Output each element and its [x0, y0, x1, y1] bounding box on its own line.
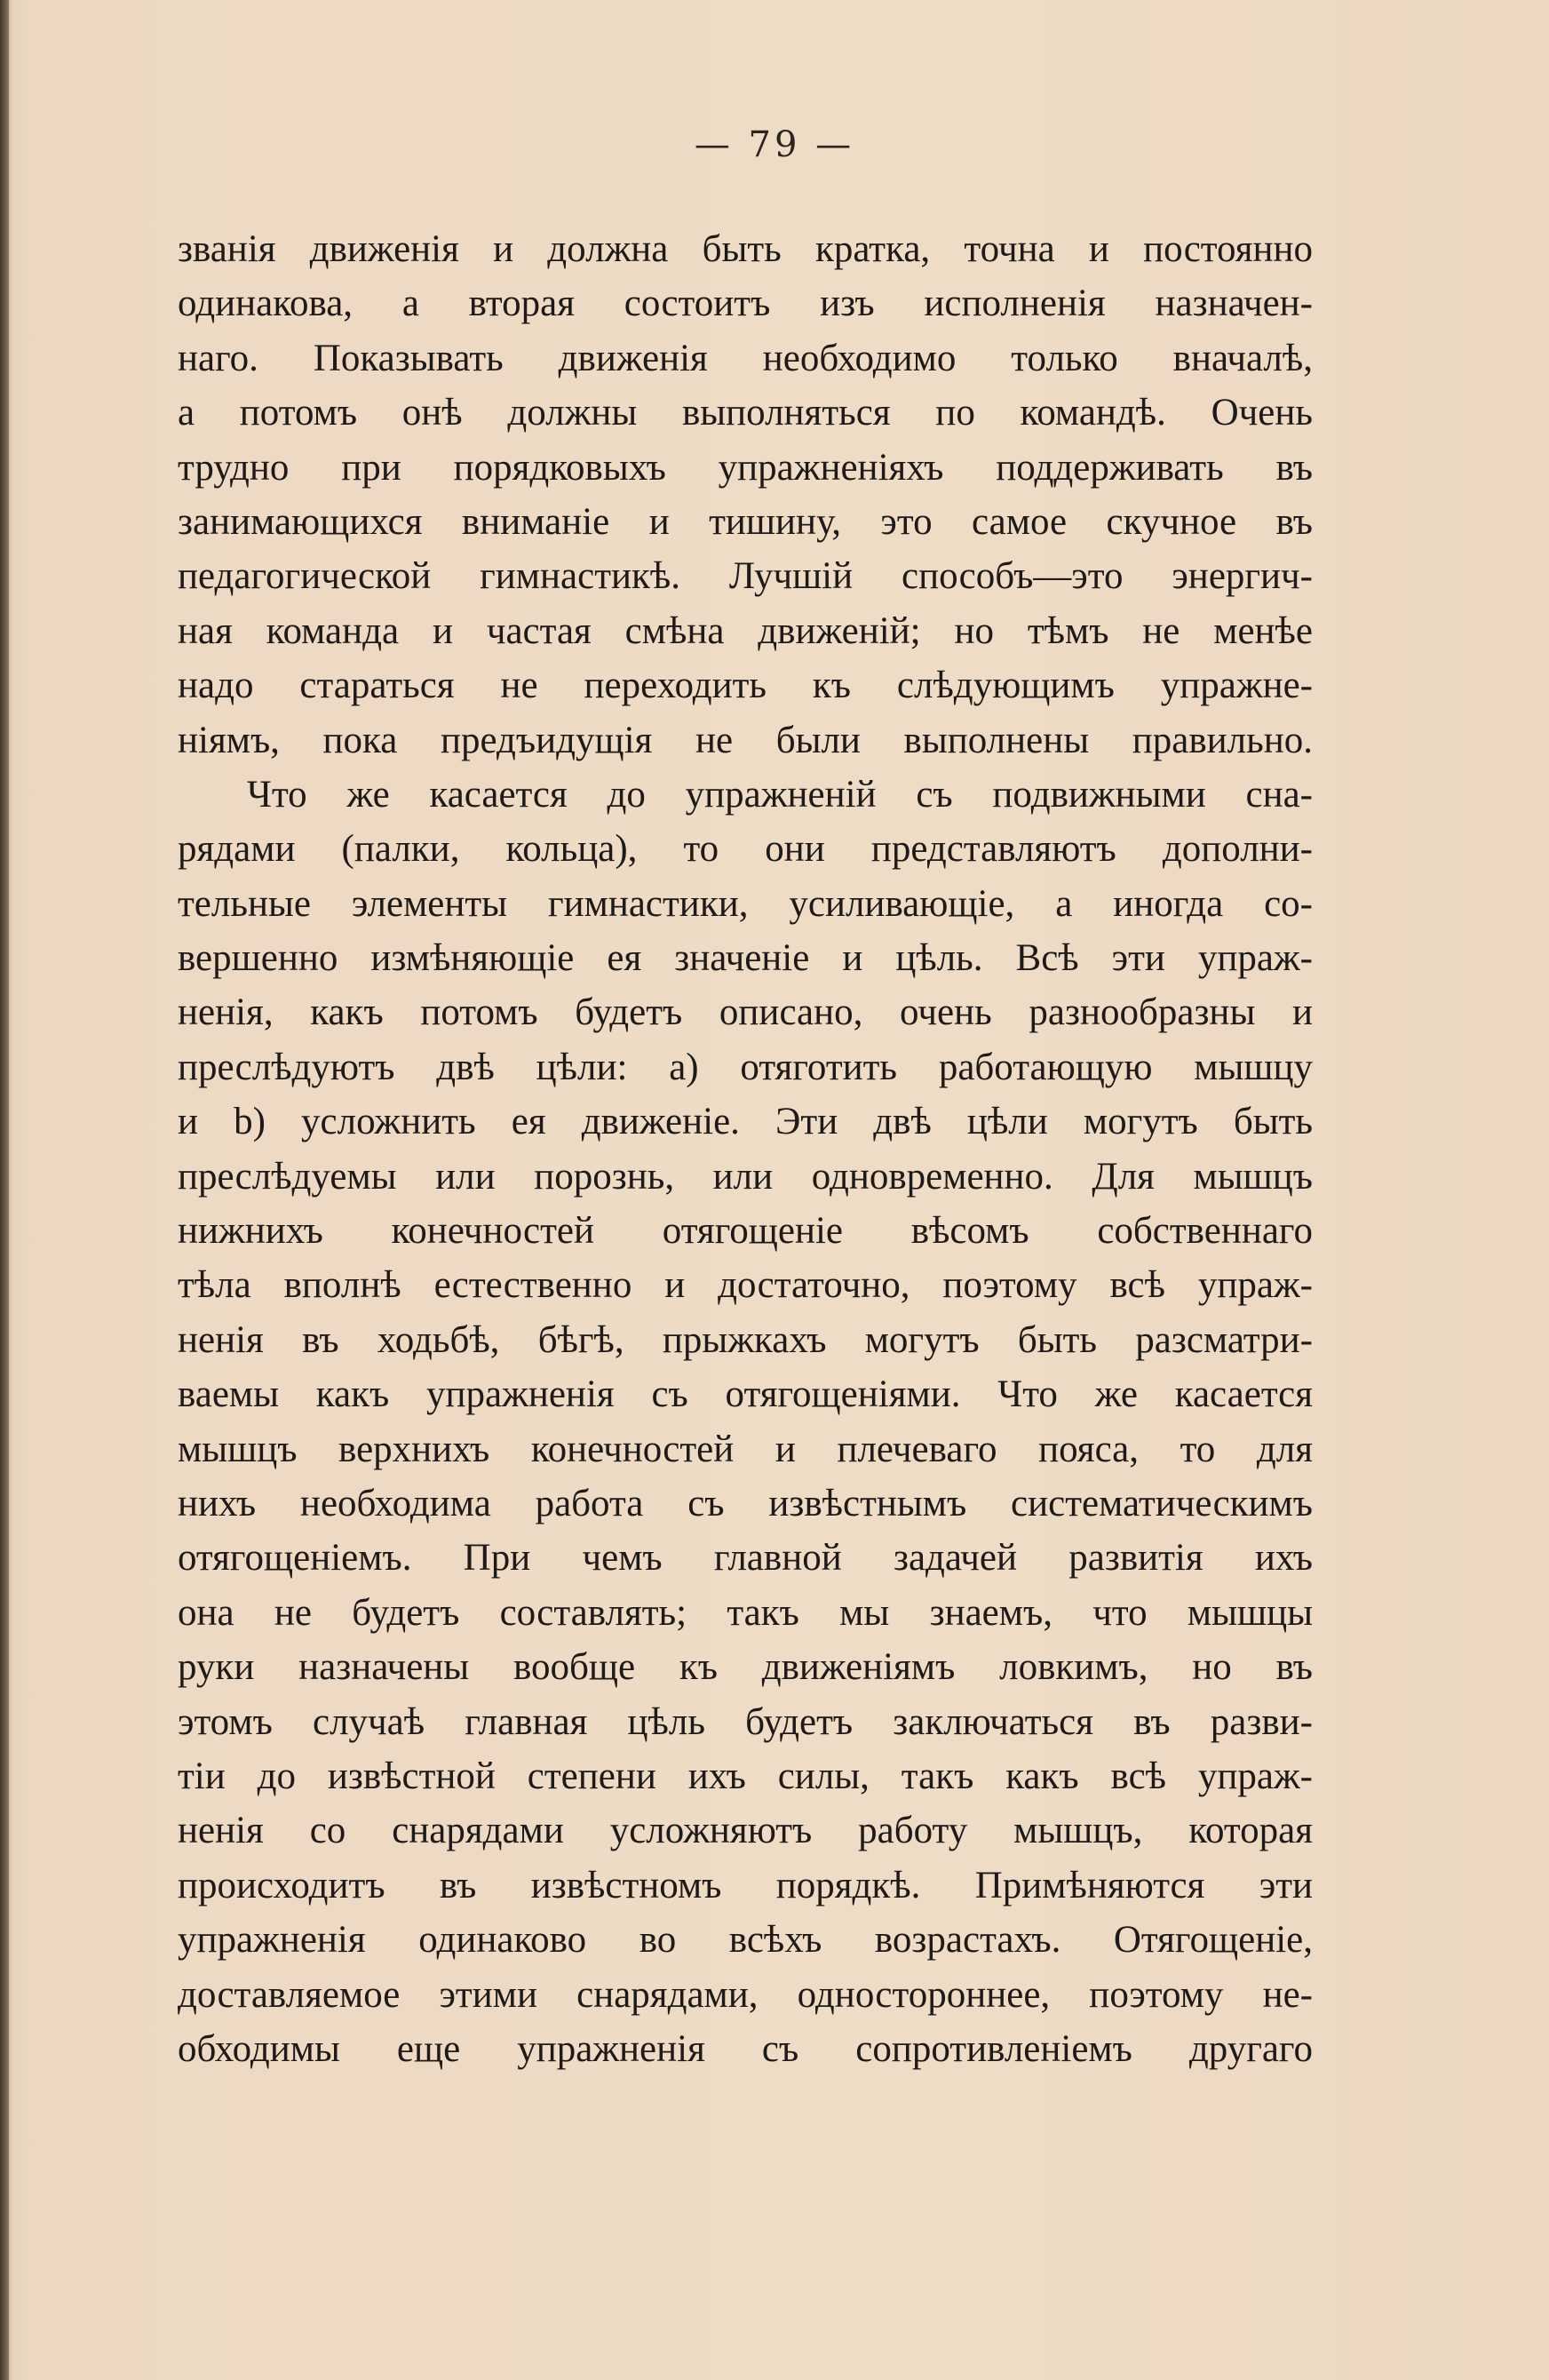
text-line: отягощеніемъ. При чемъ главной задачей развитія ихъ	[178, 1537, 1313, 1580]
text-line: ная команда и частая смѣна движеній; но тѣмъ не менѣе	[178, 609, 1313, 652]
text-line: званія движенія и должна быть кратка, точна и постоянно	[178, 228, 1313, 270]
page-number: — 79 —	[694, 124, 855, 165]
text-line: педагогической гимнастикѣ. Лучшій способъ—это энергич-	[178, 555, 1313, 598]
text-line: надо стараться не переходить къ слѣдующимъ упражне-	[178, 665, 1313, 707]
text-line: тѣла вполнѣ естественно и достаточно, поэтому всѣ упраж-	[178, 1264, 1313, 1307]
text-line: обходимы еще упражненія съ сопротивленіемъ другаго	[178, 2027, 1313, 2070]
body-text	[178, 222, 1313, 2076]
text-line: мышцъ верхнихъ конечностей и плечеваго пояса, то для	[178, 1428, 1313, 1470]
text-line: ненія, какъ потомъ будетъ описано, очень разнообразны и	[178, 991, 1313, 1034]
paragraph-first-line: Что же касается до упражненій съ подвижными сна-	[247, 773, 1313, 816]
text-line: преслѣдуемы или порознь, или одновременно. Для мышцъ	[178, 1155, 1313, 1198]
text-line: и b) усложнить ея движеніе. Эти двѣ цѣли могутъ быть	[178, 1101, 1313, 1143]
text-line: одинакова, а вторая состоитъ изъ исполненія назначен-	[178, 283, 1313, 325]
text-line: нихъ необходима работа съ извѣстнымъ систематическимъ	[178, 1482, 1313, 1524]
text-line: преслѣдуютъ двѣ цѣли: а) отяготить работающую мышцу	[178, 1046, 1313, 1088]
text-line: занимающихся вниманіе и тишину, это самое скучное въ	[178, 500, 1313, 543]
text-line: ненія въ ходьбѣ, бѣгѣ, прыжкахъ могутъ быть разсматри-	[178, 1318, 1313, 1361]
text-line: происходитъ въ извѣстномъ порядкѣ. Примѣняются эти	[178, 1864, 1313, 1906]
text-line: упражненія одинаково во всѣхъ возрастахъ. Отягощеніе,	[178, 1919, 1313, 1962]
text-line: рядами (палки, кольца), то они представляютъ дополни-	[178, 828, 1313, 871]
text-line: трудно при порядковыхъ упражненіяхъ поддерживать въ	[178, 446, 1313, 489]
text-line: ненія со снарядами усложняютъ работу мышцъ, которая	[178, 1810, 1313, 1852]
text-line: этомъ случаѣ главная цѣль будетъ заключаться въ разви-	[178, 1700, 1313, 1743]
text-line: вершенно измѣняющіе ея значеніе и цѣль. Всѣ эти упраж-	[178, 937, 1313, 980]
text-line: наго. Показывать движенія необходимо только вначалѣ,	[178, 337, 1313, 379]
text-line: она не будетъ составлять; такъ мы знаемъ, что мышцы	[178, 1591, 1313, 1634]
text-line: нижнихъ конечностей отягощеніе вѣсомъ собственнаго	[178, 1210, 1313, 1253]
text-line: ваемы какъ упражненія съ отягощеніями. Что же касается	[178, 1373, 1313, 1416]
text-line: тельные элементы гимнастики, усиливающіе, а иногда со-	[178, 882, 1313, 925]
text-line: тіи до извѣстной степени ихъ силы, такъ какъ всѣ упраж-	[178, 1755, 1313, 1797]
text-line: ніямъ, пока предъидущія не были выполнены правильно.	[178, 719, 1313, 761]
text-line: а потомъ онѣ должны выполняться по командѣ. Очень	[178, 392, 1313, 434]
text-line: руки назначены вообще къ движеніямъ ловкимъ, но въ	[178, 1646, 1313, 1689]
text-line: доставляемое этими снарядами, одностороннее, поэтому не-	[178, 1973, 1313, 2016]
